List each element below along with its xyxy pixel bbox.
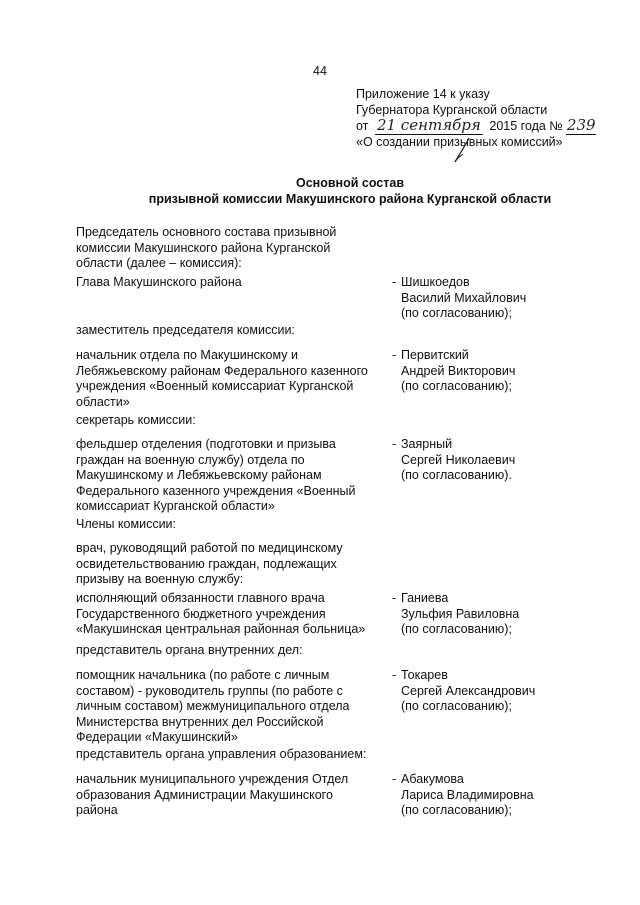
dash-mark: -	[392, 668, 397, 682]
text-line: комиссии Макушинского района Курганской	[76, 240, 331, 255]
agreement-note: (по согласованию);	[401, 622, 512, 636]
position-text: составом) - руководитель группы (по работе с	[76, 683, 343, 698]
person-name	[392, 772, 562, 819]
position-text: начальник отдела по Макушинскому и	[76, 348, 298, 362]
position-text: помощник начальника (по работе с личным	[76, 668, 330, 682]
text-line: Члены комиссии:	[76, 517, 177, 531]
appendix-date-line	[356, 118, 616, 135]
agreement-note: (по согласованию);	[401, 379, 512, 393]
position-text: образования Администрации Макушинского	[76, 787, 333, 802]
position-text: Министерства внутренних дел Российской	[76, 714, 324, 729]
surname: Токарев	[401, 668, 448, 682]
surname: Ганиева	[401, 591, 449, 605]
text-line: представитель органа управления образованием:	[76, 747, 367, 761]
position-text: учреждения «Военный комиссариат Курганской	[76, 379, 354, 393]
handwritten-date: 21 сентября	[375, 118, 483, 135]
position-text: Глава Макушинского района	[76, 275, 242, 289]
given-name: Зульфия Равиловна	[401, 606, 520, 621]
appendix-block	[356, 87, 616, 150]
appendix-line-2: Губернатора Курганской области	[356, 102, 548, 117]
person-name	[392, 275, 562, 322]
given-name: Сергей Николаевич	[401, 452, 516, 467]
handwritten-number: 239	[566, 116, 596, 134]
dash-mark: -	[392, 772, 397, 786]
person-name	[392, 668, 562, 715]
person-name	[392, 437, 562, 484]
dash-mark: -	[392, 348, 397, 362]
appendix-line-4: «О создании призывных комиссий»	[356, 134, 563, 149]
surname: Заярный	[401, 437, 453, 451]
position-text: Федерального казенного учреждения «Военный	[76, 483, 356, 498]
date-suffix: 2015 года №	[489, 119, 563, 133]
given-name: Сергей Александрович	[401, 683, 536, 698]
text-line: области (далее – комиссия):	[76, 256, 242, 270]
date-prefix: от	[356, 119, 369, 133]
dash-mark: -	[392, 275, 397, 289]
agreement-note: (по согласованию).	[401, 468, 512, 482]
agreement-note: (по согласованию);	[401, 699, 512, 713]
person-name	[392, 591, 562, 638]
position-text: Лебяжьевскому районам Федерального казенного	[76, 363, 368, 378]
person-name	[392, 348, 562, 395]
given-name: Андрей Викторович	[401, 363, 516, 378]
document-title	[0, 176, 640, 207]
position-text: граждан на военную службу) отдела по	[76, 452, 305, 467]
surname: Абакумова	[401, 772, 464, 786]
position-text: Федерации «Макушинский»	[76, 730, 238, 744]
position-text: «Макушинская центральная районная больница»	[76, 622, 366, 636]
text-line: представитель органа внутренних дел:	[76, 643, 303, 657]
agreement-note: (по согласованию);	[401, 803, 512, 817]
surname: Шишкоедов	[401, 275, 470, 289]
dash-mark: -	[392, 437, 397, 451]
position-text: области»	[76, 394, 130, 409]
text-line: заместитель председателя комиссии:	[76, 323, 295, 337]
text-line: Председатель основного состава призывной	[76, 225, 337, 239]
page-number: 44	[313, 64, 327, 78]
title-line-1: Основной состав	[295, 176, 405, 190]
appendix-line-1: Приложение 14 к указу	[356, 87, 490, 101]
given-name: Василий Михайлович	[401, 290, 527, 305]
text-line: освидетельствованию граждан, подлежащих	[76, 556, 337, 571]
position-text: Макушинскому и Лебяжьевскому районам	[76, 468, 322, 482]
position-text: исполняющий обязанности главного врача	[76, 591, 325, 605]
position-text: Государственного бюджетного учреждения	[76, 606, 326, 621]
given-name: Лариса Владимировна	[401, 787, 534, 802]
position-text: комиссариат Курганской области»	[76, 499, 275, 513]
position-text: начальник муниципального учреждения Отдел	[76, 772, 349, 786]
position-text: района	[76, 803, 118, 817]
agreement-note: (по согласованию);	[401, 306, 512, 320]
position-text: личным составом) межмуниципального отдела	[76, 699, 350, 713]
signature-stroke-icon	[449, 136, 473, 166]
dash-mark: -	[392, 591, 397, 605]
text-line: призыву на военную службу:	[76, 572, 244, 586]
surname: Первитский	[401, 348, 469, 362]
text-line: врач, руководящий работой по медицинскому	[76, 541, 343, 555]
position-text: фельдшер отделения (подготовки и призыва	[76, 437, 336, 451]
title-line-2: призывной комиссии Макушинского района Курганской области	[148, 191, 552, 206]
text-line: секретарь комиссии:	[76, 413, 196, 427]
